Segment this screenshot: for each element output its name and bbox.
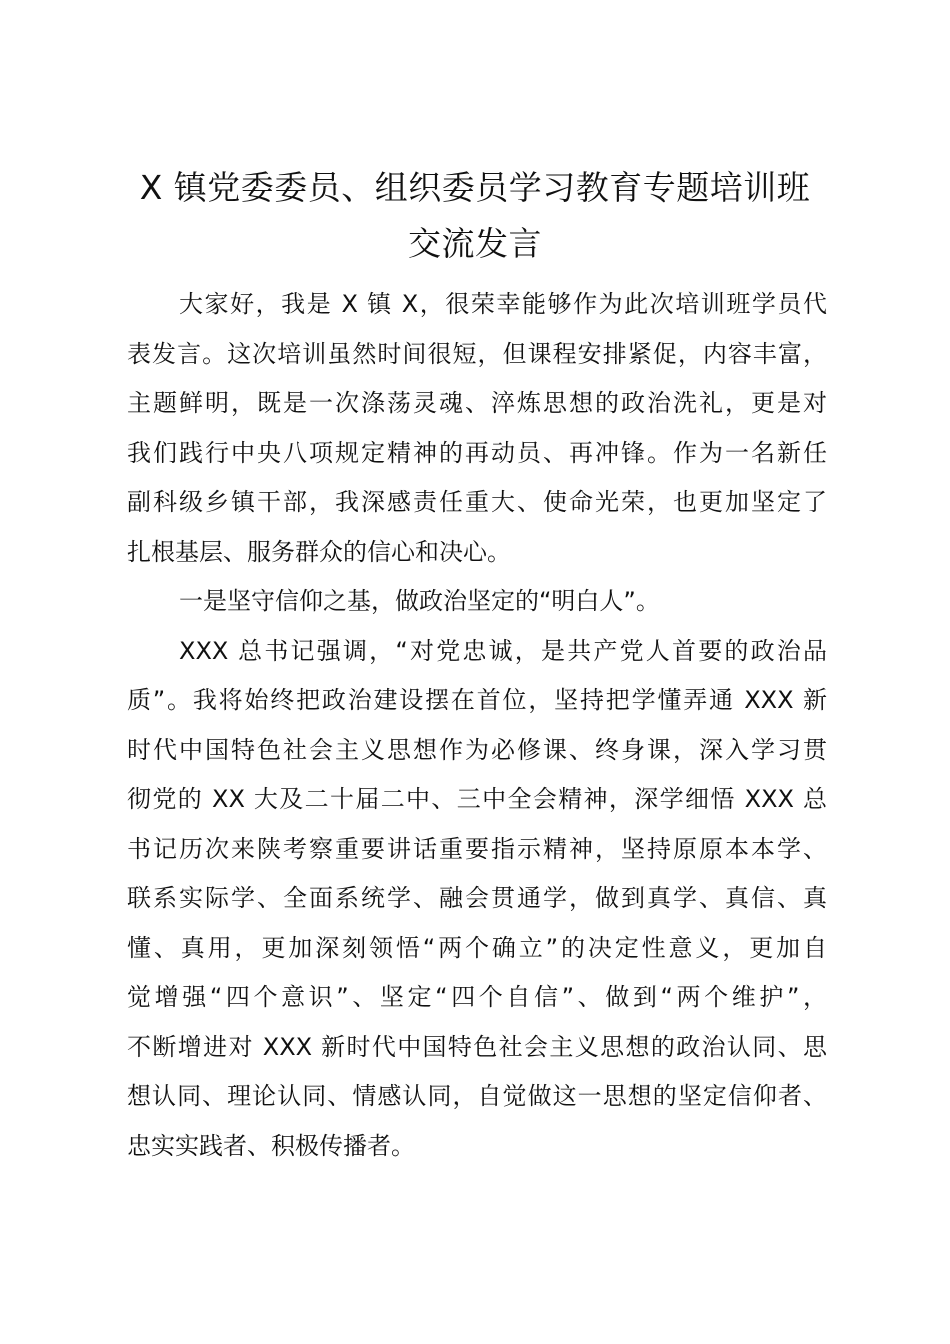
paragraph-line: 觉增强“四个意识”、坚定“四个自信”、做到“两个维护”，	[127, 983, 827, 1011]
paragraph-line: 时代中国特色社会主义思想作为必修课、终身课，深入学习贯	[127, 735, 827, 764]
document-title	[100, 160, 850, 272]
paragraph-line: 质”。我将始终把政治建设摆在首位，坚持把学懂弄通 XXX 新	[127, 686, 827, 714]
paragraph-line: 彻党的 XX 大及二十届二中、三中全会精神，深学细悟 XXX 总	[127, 785, 827, 813]
paragraph-line: 想认同、理论认同、情感认同，自觉做这一思想的坚定信仰者、	[127, 1082, 827, 1110]
paragraph-line: 懂、真用，更加深刻领悟“两个确立”的决定性意义，更加自	[127, 933, 827, 962]
paragraph-line: 主题鲜明，既是一次涤荡灵魂、淬炼思想的政治洗礼，更是对	[127, 389, 827, 417]
section-heading-line: 一是坚守信仰之基，做政治坚定的“明白人”。	[179, 587, 660, 615]
section-heading-1	[127, 577, 827, 627]
paragraph-line: XXX 总书记强调，“对党忠诚，是共产党人首要的政治品	[179, 636, 827, 665]
title-line-1: X 镇党委委员、组织委员学习教育专题培训班	[139, 168, 811, 207]
document-body	[127, 280, 827, 1171]
title-line-2: 交流发言	[408, 224, 542, 263]
paragraph-line: 书记历次来陕考察重要讲话重要指示精神，坚持原原本本学、	[127, 834, 827, 863]
paragraph-line: 扎根基层、服务群众的信心和决心。	[127, 537, 511, 566]
paragraph-line: 副科级乡镇干部，我深感责任重大、使命光荣，也更加坚定了	[127, 488, 827, 516]
paragraph-line: 我们践行中央八项规定精神的再动员、再冲锋。作为一名新任	[127, 438, 827, 467]
paragraph-line: 忠实实践者、积极传播者。	[127, 1131, 415, 1160]
paragraph-line: 联系实际学、全面系统学、融会贯通学，做到真学、真信、真	[127, 884, 827, 912]
paragraph-intro	[127, 280, 827, 577]
paragraph-line: 表发言。这次培训虽然时间很短，但课程安排紧促，内容丰富，	[127, 339, 827, 368]
paragraph-line: 大家好，我是 X 镇 X，很荣幸能够作为此次培训班学员代	[179, 290, 827, 318]
paragraph-line: 不断增进对 XXX 新时代中国特色社会主义思想的政治认同、思	[127, 1032, 827, 1061]
paragraph-section-1	[127, 627, 827, 1172]
